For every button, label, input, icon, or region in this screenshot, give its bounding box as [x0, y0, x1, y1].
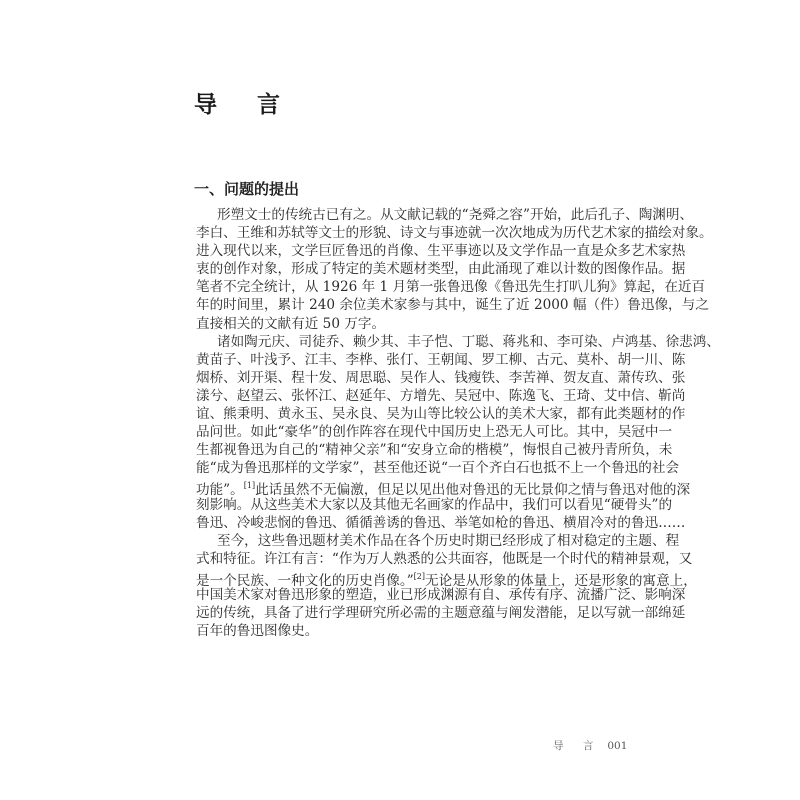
line-text: 刻影响。从这些美术大家以及其他无名画家的作品中，我们可以看见“硬骨头”的 — [196, 496, 673, 513]
line-text: 远的传统，具备了进行学理研究所必需的主题意蕴与阐发潜能，足以写就一部绵延 — [196, 605, 686, 622]
section-heading: 一、问题的提出 — [194, 180, 300, 198]
chapter-title: 导 言 — [194, 91, 297, 118]
line-text: 直接相关的文献有近 50 万字。 — [196, 315, 386, 332]
line-text: 衷的创作对象，形成了特定的美术题材类型，由此涌现了难以计数的图像作品。据 — [196, 261, 686, 278]
line-text: 品问世。如此“豪华”的创作阵容在现代中国历史上恐无人可比。其中，吴冠中一 — [196, 424, 673, 441]
line-text: 年的时间里，累计 240 余位美术家参与其中，诞生了近 2000 幅（件）鲁迅像，与之 — [196, 297, 709, 314]
line-text-continued: 无论是从形象的体量上，还是形象的寓意上， — [425, 572, 697, 589]
text-line — [196, 423, 673, 441]
text-line — [196, 296, 709, 314]
text-line — [196, 405, 686, 423]
line-text: 笔者不完全统计，从 1926 年 1 月第一张鲁迅像《鲁迅先生打叭儿狗》算起，在近百 — [196, 279, 706, 296]
line-text: 功能”。 — [196, 482, 244, 499]
page-footer — [553, 738, 627, 753]
text-line — [196, 206, 694, 224]
text-line — [196, 333, 720, 351]
line-text: 生都视鲁迅为自己的“精神父亲”和“安身立命的楷模”，悔恨自己被丹青所负，未 — [196, 442, 673, 459]
line-text: 谊、熊秉明、黄永玉、吴永良、吴为山等比较公认的美术大家，都有此类题材的作 — [196, 406, 686, 423]
running-head: 导 言 — [553, 740, 602, 752]
text-line — [196, 622, 616, 640]
footnote-marker[interactable]: [2] — [413, 571, 425, 581]
text-line — [196, 532, 680, 550]
line-text: 形塑文士的传统古已有之。从文献记载的“尧舜之容”开始，此后孔子、陶渊明、 — [217, 207, 694, 223]
text-line — [196, 351, 686, 369]
text-line — [196, 260, 686, 278]
text-line — [196, 387, 686, 405]
text-line — [196, 550, 693, 568]
page-number: 001 — [607, 740, 628, 752]
line-text: 黄苗子、叶浅予、江丰、李桦、张仃、王朝闻、罗工柳、古元、莫朴、胡一川、陈 — [196, 351, 686, 368]
line-text: 烟桥、刘开渠、程十发、周思聪、吴作人、钱瘦铁、李苦禅、贺友直、萧传玖、张 — [196, 369, 686, 386]
line-text: 诸如陶元庆、司徒乔、赖少其、丰子恺、丁聪、蒋兆和、李可染、卢鸿基、徐悲鸿、 — [217, 333, 720, 350]
line-text: 至今，这些鲁迅题材美术作品在各个历史时期已经形成了相对稳定的主题、程 — [217, 532, 680, 549]
line-text: 是一个民族、一种文化的历史肖像。” — [196, 572, 414, 589]
body-text — [196, 206, 720, 640]
text-line — [196, 224, 713, 242]
text-line — [196, 242, 686, 260]
text-line — [196, 441, 673, 459]
line-text: 百年的鲁迅图像史。 — [196, 623, 319, 640]
line-text: 式和特征。许江有言：“作为万人熟悉的公共面容，他既是一个时代的精神景观，又 — [196, 550, 693, 567]
footnote-marker[interactable]: [1] — [243, 481, 256, 491]
text-line — [196, 278, 706, 296]
text-line — [196, 369, 686, 387]
text-line — [196, 568, 697, 589]
line-text: 鲁迅、冷峻悲悯的鲁迅、循循善诱的鲁迅、举笔如枪的鲁迅、横眉冷对的鲁迅…… — [196, 514, 686, 531]
line-text: 漾兮、赵望云、张怀江、赵延年、方增先、吴冠中、陈逸飞、王琦、艾中信、靳尚 — [196, 387, 686, 404]
text-line — [196, 477, 691, 499]
text-line — [196, 459, 680, 477]
line-text: 中国美术家对鲁迅形象的塑造，业已形成渊源有自、承传有序、流播广泛、影响深 — [196, 586, 686, 603]
text-line — [196, 315, 616, 333]
line-text-continued: 此话虽然不无偏激，但足以见出他对鲁迅的无比景仰之情与鲁迅对他的深 — [255, 482, 691, 499]
line-text: 能“成为鲁迅那样的文学家”，甚至他还说“一百个齐白石也抵不上一个鲁迅的社会 — [196, 460, 680, 477]
text-line — [196, 586, 686, 604]
line-text: 进入现代以来，文学巨匠鲁迅的肖像、生平事迹以及文学作品一直是众多艺术家热 — [196, 243, 686, 260]
text-line — [196, 496, 673, 514]
line-text: 李白、王维和苏轼等文士的形貌、诗文与事迹就一次次地成为历代艺术家的描绘对象。 — [196, 225, 713, 242]
text-line — [196, 514, 686, 532]
text-line — [196, 604, 686, 622]
